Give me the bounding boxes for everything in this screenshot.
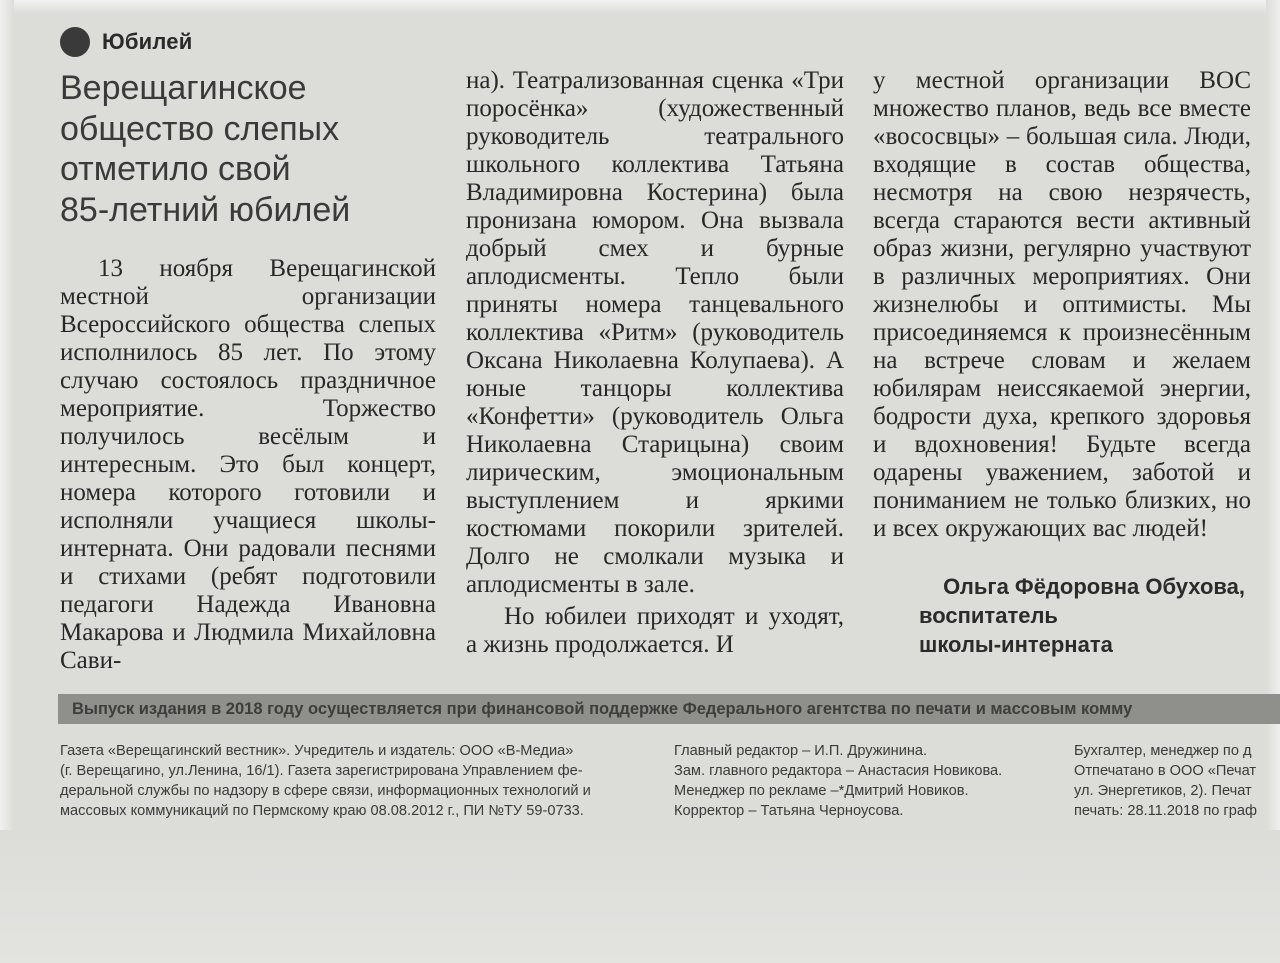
headline-line: 85-летний юбилей — [60, 190, 351, 229]
imprint-printing — [1074, 741, 1268, 821]
paper-bottom-area — [0, 830, 1280, 963]
rubric-bullet-icon — [60, 27, 90, 57]
imprint-line: Менеджер по рекламе –*Дмитрий Новиков. — [674, 783, 969, 799]
imprint-line: Корректор – Татьяна Черноусова. — [674, 803, 904, 819]
support-strip: Выпуск издания в 2018 году осуществляется при финансовой поддержке Федерального агентства по печати и массовым комму — [58, 694, 1280, 724]
author-name: Ольга Фёдоровна Обухова, — [943, 574, 1245, 599]
paper-edge-right — [1266, 0, 1280, 963]
headline-line: Верещагинское — [60, 69, 307, 107]
paragraph: 13 ноября Верещагинской местной организации Всероссийского общества слепых исполнилось 85 лет. По этому случаю состоялось праздничное мероприятие. Торжество получилось весёлым и интересным. Это был концерт, номера которого готовили и исполняли учащиеся школы-интерната. Они радовали песнями и стихами (ребят подготовили педагоги Надежда Ивановна Макарова и Людмила Михайловна Сави- — [60, 255, 436, 674]
author-signature — [873, 572, 1251, 659]
imprint-publisher — [60, 741, 660, 821]
paper-edge-left — [0, 0, 14, 963]
article-column-2 — [466, 67, 844, 659]
article-headline — [60, 68, 440, 230]
paragraph: у местной организации ВОС множество планов, ведь все вместе «вососвцы» – большая сила. Люди, входящие в состав общества, несмотря на свою незрячесть, всегда стараются вести активный образ жизни, регулярно участвуют в различных мероприятиях. Они жизнелюбы и оптимисты. Мы присоединяемся к произнесённым на встрече словам и желаем юбилярам неиссякаемой энергии, бодрости духа, крепкого здоровья и вдохновения! Будьте всегда одарены уважением, заботой и пониманием не только близких, но и всех окружающих вас людей! — [873, 67, 1251, 542]
headline-line: общество слепых — [60, 109, 340, 148]
headline-line: отметило свой — [60, 150, 291, 188]
paragraph: Но юбилеи приходят и уходят, а жизнь продолжается. И — [466, 603, 844, 658]
author-role: воспитатель — [919, 603, 1058, 628]
imprint-line: (г. Верещагино, ул.Ленина, 16/1). Газета зарегистрирована Управлением фе- — [60, 763, 583, 779]
paragraph: на). Театрализованная сценка «Три поросёнка» (художественный руководитель театрального школьного коллектива Татьяна Владимировна Костерина) была пронизана юмором. Она вызвала добрый смех и бурные аплодисменты. Тепло были приняты номера танцевального коллектива «Ритм» (руководитель Оксана Николаевна Колупаева). А юные танцоры коллектива «Конфетти» (руководитель Ольга Николаевна Старицына) своим лирическим, эмоциональным выступлением и яркими костюмами покорили зрителей. Долго не смолкали музыка и аплодисменты в зале. — [466, 67, 844, 598]
article-column-1 — [60, 255, 436, 675]
imprint-line: Главный редактор – И.П. Дружинина. — [674, 743, 928, 759]
paper-edge-top — [0, 0, 1280, 14]
imprint-line: Зам. главного редактора – Анастасия Новикова. — [674, 763, 1003, 779]
imprint-line: Бухгалтер, менеджер по д — [1074, 743, 1252, 759]
article-column-3 — [873, 67, 1251, 543]
imprint-line: Газета «Верещагинский вестник». Учредитель и издатель: ООО «В-Медиа» — [60, 743, 574, 759]
imprint-line: деральной службы по надзору в сфере связи, информационных технологий и — [60, 783, 591, 799]
imprint-line: ул. Энергетиков, 2). Печат — [1074, 783, 1252, 799]
rubric — [60, 26, 192, 58]
author-role: школы-интерната — [919, 632, 1113, 657]
rubric-label: Юбилей — [102, 29, 193, 54]
imprint-line: массовых коммуникаций по Пермскому краю 08.08.2012 г., ПИ №ТУ 59-0733. — [60, 803, 584, 819]
imprint-editors — [674, 741, 1064, 821]
imprint-line: Отпечатано в ООО «Печат — [1074, 763, 1257, 779]
imprint-line: печать: 28.11.2018 по граф — [1074, 803, 1257, 819]
